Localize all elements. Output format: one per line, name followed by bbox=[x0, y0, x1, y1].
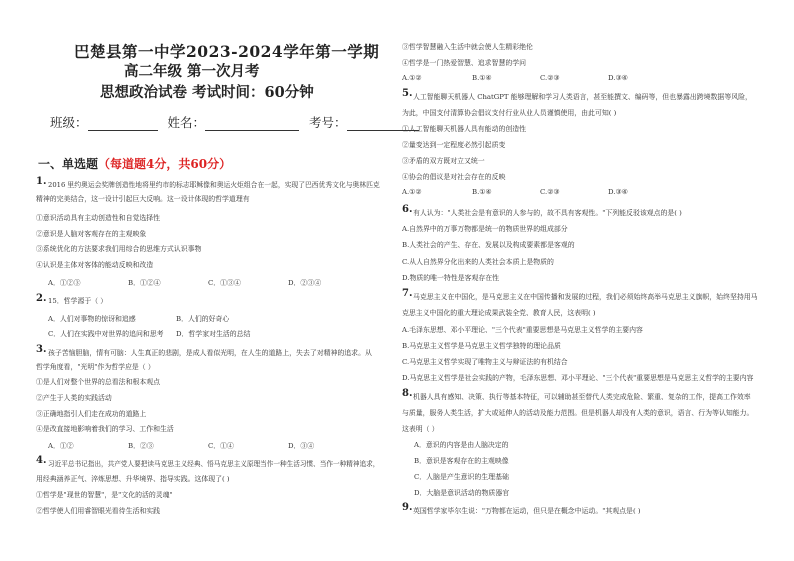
option-b[interactable]: B．②③ bbox=[128, 442, 154, 450]
option-d[interactable]: D.马克思主义哲学是社会实践的产物，毛泽东思想、邓小平理论、"三个代表"重要思想是马克思主义哲学的主要内容 bbox=[402, 374, 754, 382]
option-a[interactable]: A.毛泽东思想、邓小平理论、"三个代表"重要思想是马克思主义哲学的主要内容 bbox=[402, 326, 643, 334]
question-text: 克思主义中国化的重大理论成果武装全党、教育人民，这表明( ) bbox=[402, 309, 596, 317]
statement: ③系统优化的方法要求我们用综合的思维方式认识事物 bbox=[36, 245, 202, 253]
question-text: 与质量，服务人类生活，扩大或延伸人的活动及能力范围。但是机器人却没有人类的意识，语言、行为等认知能力。 bbox=[402, 409, 754, 417]
question-text: 精神的完美结合，这一设计引起巨大反响。这一设计体现的哲学道理有 bbox=[36, 195, 250, 203]
question-text: 这表明（ ） bbox=[402, 425, 439, 433]
options bbox=[48, 440, 314, 450]
question-text: 有人认为："人类社会是有意识的人参与的，故不具有客观性。"下列能反驳该观点的是( ) bbox=[413, 209, 682, 217]
option-b[interactable]: B.①④ bbox=[472, 74, 492, 82]
statement: ②意识是人脑对客观存在的主观映象 bbox=[36, 230, 147, 238]
section-title: 一、单选题 bbox=[38, 157, 99, 171]
option-c[interactable]: C．①④ bbox=[208, 442, 234, 450]
option-d[interactable]: D.物质的唯一特性是客观存在性 bbox=[402, 274, 500, 282]
section-heading bbox=[38, 155, 231, 172]
question-text: 机器人具有感知、决策、执行等基本特征，可以辅助甚至替代人类完成危险、繁重、复杂的工作，提高工作效率 bbox=[413, 393, 751, 401]
question-text: 哲学角度看，"光明"作为哲学应是（ ） bbox=[36, 363, 155, 371]
question-text: 15．哲学源于（ ） bbox=[48, 297, 108, 305]
option-d[interactable]: D．大脑是意识活动的物质器官 bbox=[414, 489, 510, 497]
question-text: 2016 里约奥运会奖牌创造性地将里约市的标志耶稣像和奥运火炬组合在一起，实现了巴西优秀文化与奥林匹克 bbox=[48, 181, 380, 189]
statement: ④是改直接地影响着我们的学习、工作和生活 bbox=[36, 425, 174, 433]
options bbox=[48, 328, 250, 338]
question-text: 人工智能聊天机器人 ChatGPT 能够理解和学习人类语言，甚至能撰文、编码等，但也暴露出跨境数据等风险， bbox=[413, 93, 752, 101]
option-d[interactable]: D.③④ bbox=[608, 188, 628, 196]
option-c[interactable]: C．人们在实践中对世界的追问和思考 bbox=[48, 330, 164, 338]
option-b[interactable]: B.①④ bbox=[472, 188, 492, 196]
options bbox=[402, 74, 628, 82]
statement: ④哲学是一门热爱智慧、追求智慧的学问 bbox=[402, 59, 527, 67]
options bbox=[48, 313, 229, 323]
option-c[interactable]: C.从人自然界分化出来的人类社会本质上是物质的 bbox=[402, 258, 554, 266]
option-a[interactable]: A.自然界中的万事万物都是统一的物质世界的组成部分 bbox=[402, 225, 568, 233]
option-b[interactable]: B．人们的好奇心 bbox=[176, 315, 230, 323]
option-a[interactable]: A．①② bbox=[48, 442, 74, 450]
option-b[interactable]: B．①②④ bbox=[128, 279, 161, 287]
option-c[interactable]: C.马克思主义哲学实现了唯物主义与辩证法的有机结合 bbox=[402, 358, 568, 366]
option-b[interactable]: B.马克思主义哲学是马克思主义哲学独特的理论品质 bbox=[402, 342, 561, 350]
question-text: 孩子苦恼胆脑，情有可脑：人生真正的悲剧，是成人看似光明，在人生的道路上，失去了对精神的追求。从 bbox=[48, 349, 372, 357]
statement: ③正确地指引人们走在成功的道路上 bbox=[36, 410, 147, 418]
question-number: 8. bbox=[402, 388, 413, 399]
statement: ②产生于人类的实践活动 bbox=[36, 394, 112, 402]
option-c[interactable]: C.②③ bbox=[540, 188, 560, 196]
statement: ②量变达到一定程度必然引起质变 bbox=[402, 141, 506, 149]
statement: ④协会的倡议是对社会存在的反映 bbox=[402, 173, 506, 181]
section-note: （每道题4分，共60分） bbox=[98, 157, 232, 171]
options bbox=[48, 277, 321, 287]
question-number: 5. bbox=[402, 88, 413, 99]
question-number: 4. bbox=[36, 455, 47, 466]
option-a[interactable]: A．意识的内容是由人脑决定的 bbox=[414, 441, 509, 449]
question-number: 9. bbox=[402, 502, 413, 513]
name-field[interactable] bbox=[205, 115, 299, 131]
id-label: 考号： bbox=[309, 115, 347, 130]
options bbox=[402, 188, 628, 196]
option-d[interactable]: D.③④ bbox=[608, 74, 628, 82]
question-text: 为此，中国支付清算协会倡议支付行业从业人员谨慎使用，由此可知( ) bbox=[402, 109, 617, 117]
option-c[interactable]: C．①③④ bbox=[208, 279, 241, 287]
statement: ①人工智能聊天机器人具有能动的创造性 bbox=[402, 125, 527, 133]
option-d[interactable]: D．②③④ bbox=[288, 279, 322, 287]
class-field[interactable] bbox=[88, 115, 158, 131]
question-text: 英国哲学家毕尔生说："万物都在运动，但只是在概念中运动。"其观点是( ) bbox=[413, 507, 641, 515]
option-c[interactable]: C.②③ bbox=[540, 74, 560, 82]
option-a[interactable]: A．①②③ bbox=[48, 279, 81, 287]
question-number: 7. bbox=[402, 288, 413, 299]
option-d[interactable]: D．③④ bbox=[288, 442, 315, 450]
statement: ①是人们对整个世界的总看法和根本观点 bbox=[36, 378, 161, 386]
option-a[interactable]: A．人们对事物的惊讶和追感 bbox=[48, 315, 136, 323]
exam-title: 巴楚县第一中学2023-2024学年第一学期 bbox=[74, 42, 380, 61]
option-b[interactable]: B.人类社会的产生、存在、发展以及构成要素都是客观的 bbox=[402, 241, 575, 249]
question-text: 习近平总书记指出，共产党人要把读马克思主义经典、悟马克思主义原理当作一种生活习惯、当作一种精神追求， bbox=[48, 460, 380, 468]
question-number: 3. bbox=[36, 344, 47, 355]
question-text: 用经典涵养正气、淬炼思想、升华境界、指导实践。这体现了( ) bbox=[36, 475, 230, 483]
statement: ②哲学使人们用睿智眼光看待生活和实践 bbox=[36, 507, 161, 515]
statement: ③矛盾的双方既对立又统一 bbox=[402, 157, 485, 165]
option-c[interactable]: C．人脑是产生意识的生理基础 bbox=[414, 473, 509, 481]
question-number: 1. bbox=[36, 176, 47, 187]
option-a[interactable]: A.①② bbox=[402, 74, 422, 82]
name-label: 姓名： bbox=[167, 115, 206, 130]
option-b[interactable]: B．意识是客观存在的主观映像 bbox=[414, 457, 509, 465]
statement: ①意识活动具有主动创造性和自觉选择性 bbox=[36, 214, 161, 222]
student-info bbox=[50, 113, 419, 131]
subject-time: 思想政治试卷 考试时间：60分钟 bbox=[100, 84, 314, 101]
option-d[interactable]: D．哲学家对生活的总结 bbox=[176, 330, 251, 338]
grade-exam: 高二年级 第一次月考 bbox=[124, 63, 260, 80]
class-label: 班级： bbox=[50, 115, 88, 130]
option-a[interactable]: A.①② bbox=[402, 188, 422, 196]
question-text: 马克思主义在中国化，是马克思主义在中国传播和发展的过程，我们必须始终高举马克思主义旗帜，始终坚持用马 bbox=[413, 293, 758, 301]
statement: ④认识是主体对客体的能动反映和改造 bbox=[36, 261, 154, 269]
statement: ③哲学智慧融入生活中就会使人生精彩绝伦 bbox=[402, 43, 533, 51]
statement: ①哲学是"现世的智慧"，是"文化的活的灵魂" bbox=[36, 491, 173, 499]
question-number: 6. bbox=[402, 204, 413, 215]
question-number: 2. bbox=[36, 293, 47, 304]
